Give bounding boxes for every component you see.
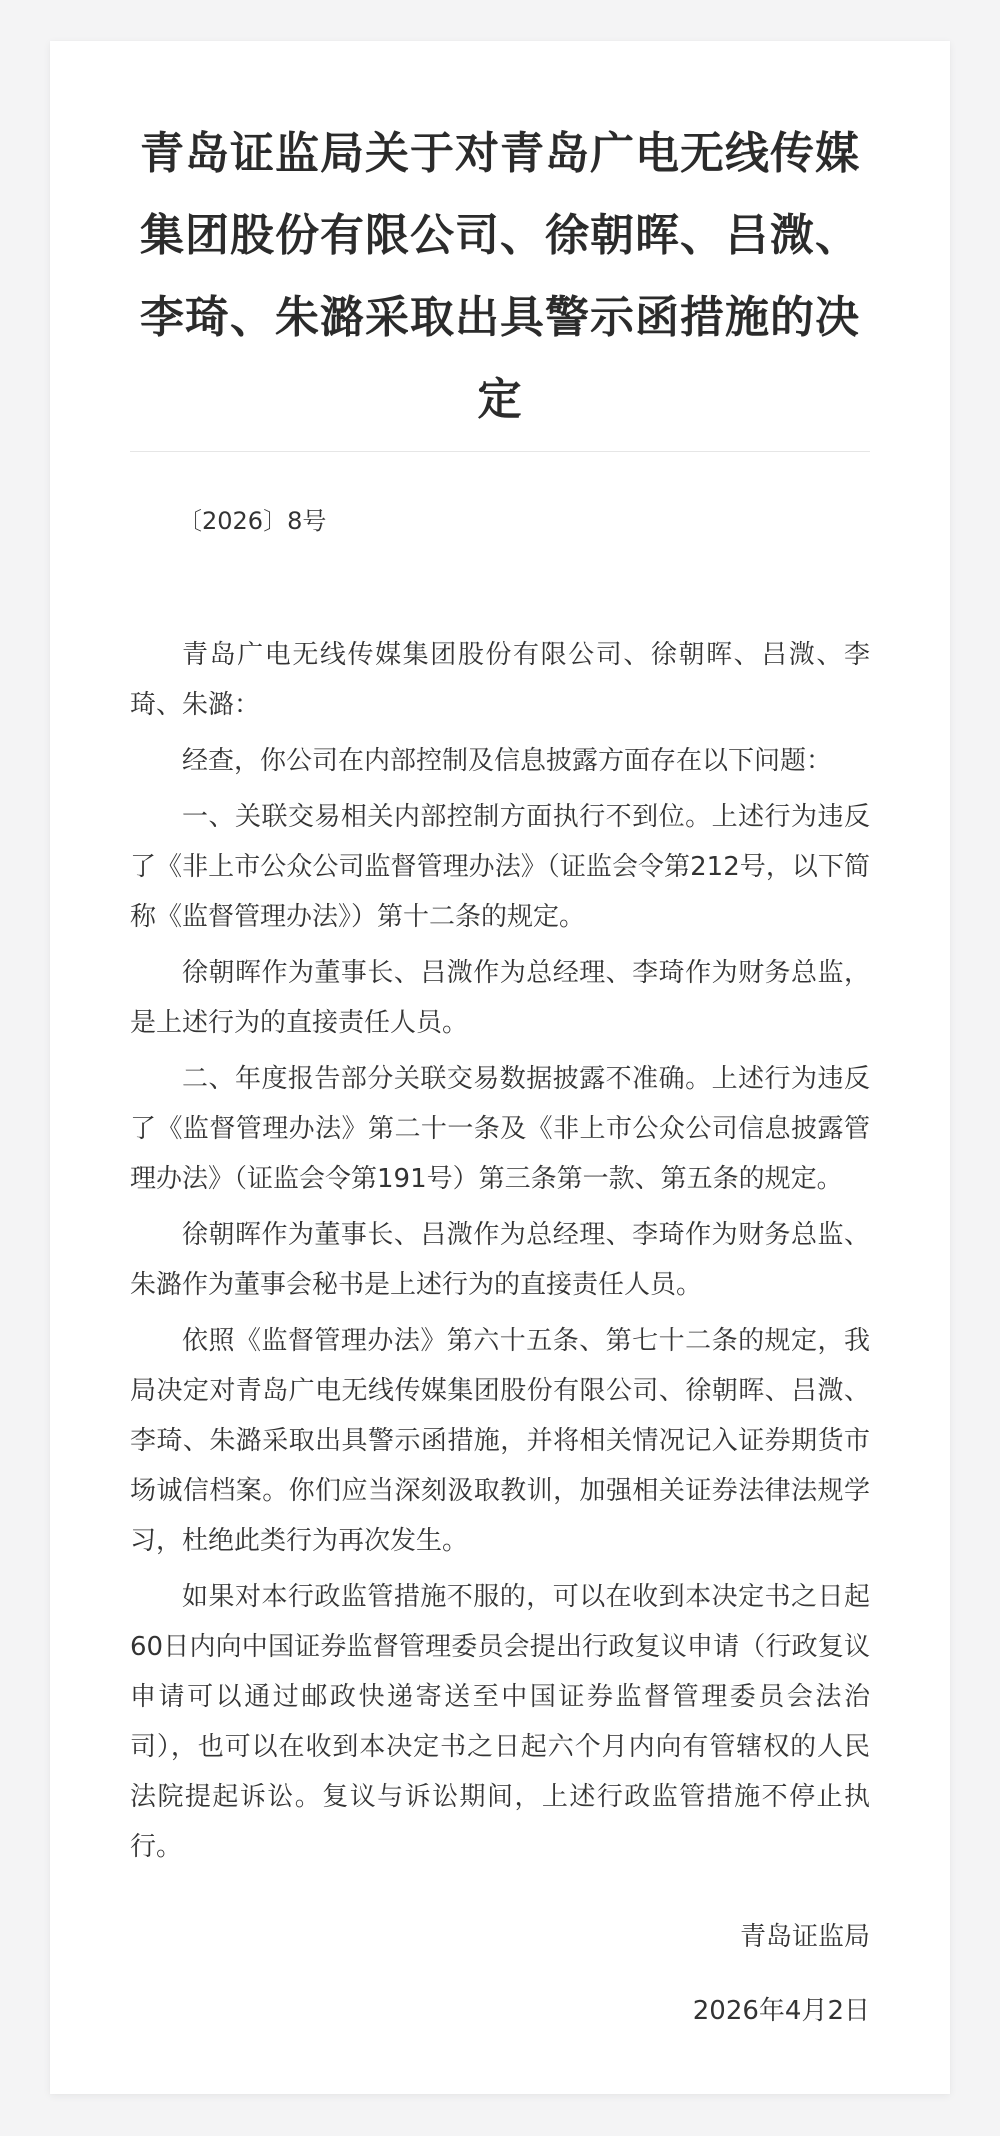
paragraph-issue-2: 二、年度报告部分关联交易数据披露不准确。上述行为违反了《监督管理办法》第二十一条及《非上市公众公司信息披露管理办法》（证监会令第191号）第三条第一款、第五条的规定。 bbox=[130, 1064, 870, 1194]
paragraph-intro: 经查，你公司在内部控制及信息披露方面存在以下问题： bbox=[182, 746, 833, 776]
paragraph-issue-1-responsible: 徐朝晖作为董事长、吕溦作为总经理、李琦作为财务总监，是上述行为的直接责任人员。 bbox=[130, 958, 870, 1038]
title-divider bbox=[130, 451, 870, 452]
article-card bbox=[50, 41, 950, 2094]
signature-date: 2026年4月2日 bbox=[692, 1996, 870, 2026]
title-line: 李琦、朱潞采取出具警示函措施的决 bbox=[140, 292, 860, 343]
document-body bbox=[130, 630, 870, 1872]
paragraph-addressees: 青岛广电无线传媒集团股份有限公司、徐朝晖、吕溦、李琦、朱潞： bbox=[130, 640, 870, 720]
title-line: 集团股份有限公司、徐朝晖、吕溦、 bbox=[140, 210, 860, 261]
title-line: 青岛证监局关于对青岛广电无线传媒 bbox=[140, 128, 860, 179]
page-title bbox=[130, 113, 870, 441]
page-background bbox=[0, 41, 1000, 2094]
signature-block bbox=[130, 1912, 870, 2036]
paragraph-issue-1: 一、关联交易相关内部控制方面执行不到位。上述行为违反了《非上市公众公司监督管理办法》（证监会令第212号，以下简称《监督管理办法》）第十二条的规定。 bbox=[130, 802, 870, 932]
signature-org: 青岛证监局 bbox=[739, 1922, 870, 1952]
paragraph-appeal-rights: 如果对本行政监管措施不服的，可以在收到本决定书之日起60日内向中国证券监督管理委员会提出行政复议申请（行政复议申请可以通过邮政快递寄送至中国证券监督管理委员会法治司），也可以在收到本决定书之日起六个月内向有管辖权的人民法院提起诉讼。复议与诉讼期间，上述行政监管措施不停止执行。 bbox=[130, 1582, 870, 1862]
title-line: 定 bbox=[477, 374, 523, 425]
paragraph-decision: 依照《监督管理办法》第六十五条、第七十二条的规定，我局决定对青岛广电无线传媒集团股份有限公司、徐朝晖、吕溦、李琦、朱潞采取出具警示函措施，并将相关情况记入证券期货市场诚信档案。你们应当深刻汲取教训，加强相关证券法律法规学习，杜绝此类行为再次发生。 bbox=[130, 1326, 870, 1556]
doc-number: 〔2026〕8号 bbox=[178, 507, 327, 535]
paragraph-issue-2-responsible: 徐朝晖作为董事长、吕溦作为总经理、李琦作为财务总监、朱潞作为董事会秘书是上述行为的直接责任人员。 bbox=[130, 1220, 870, 1300]
